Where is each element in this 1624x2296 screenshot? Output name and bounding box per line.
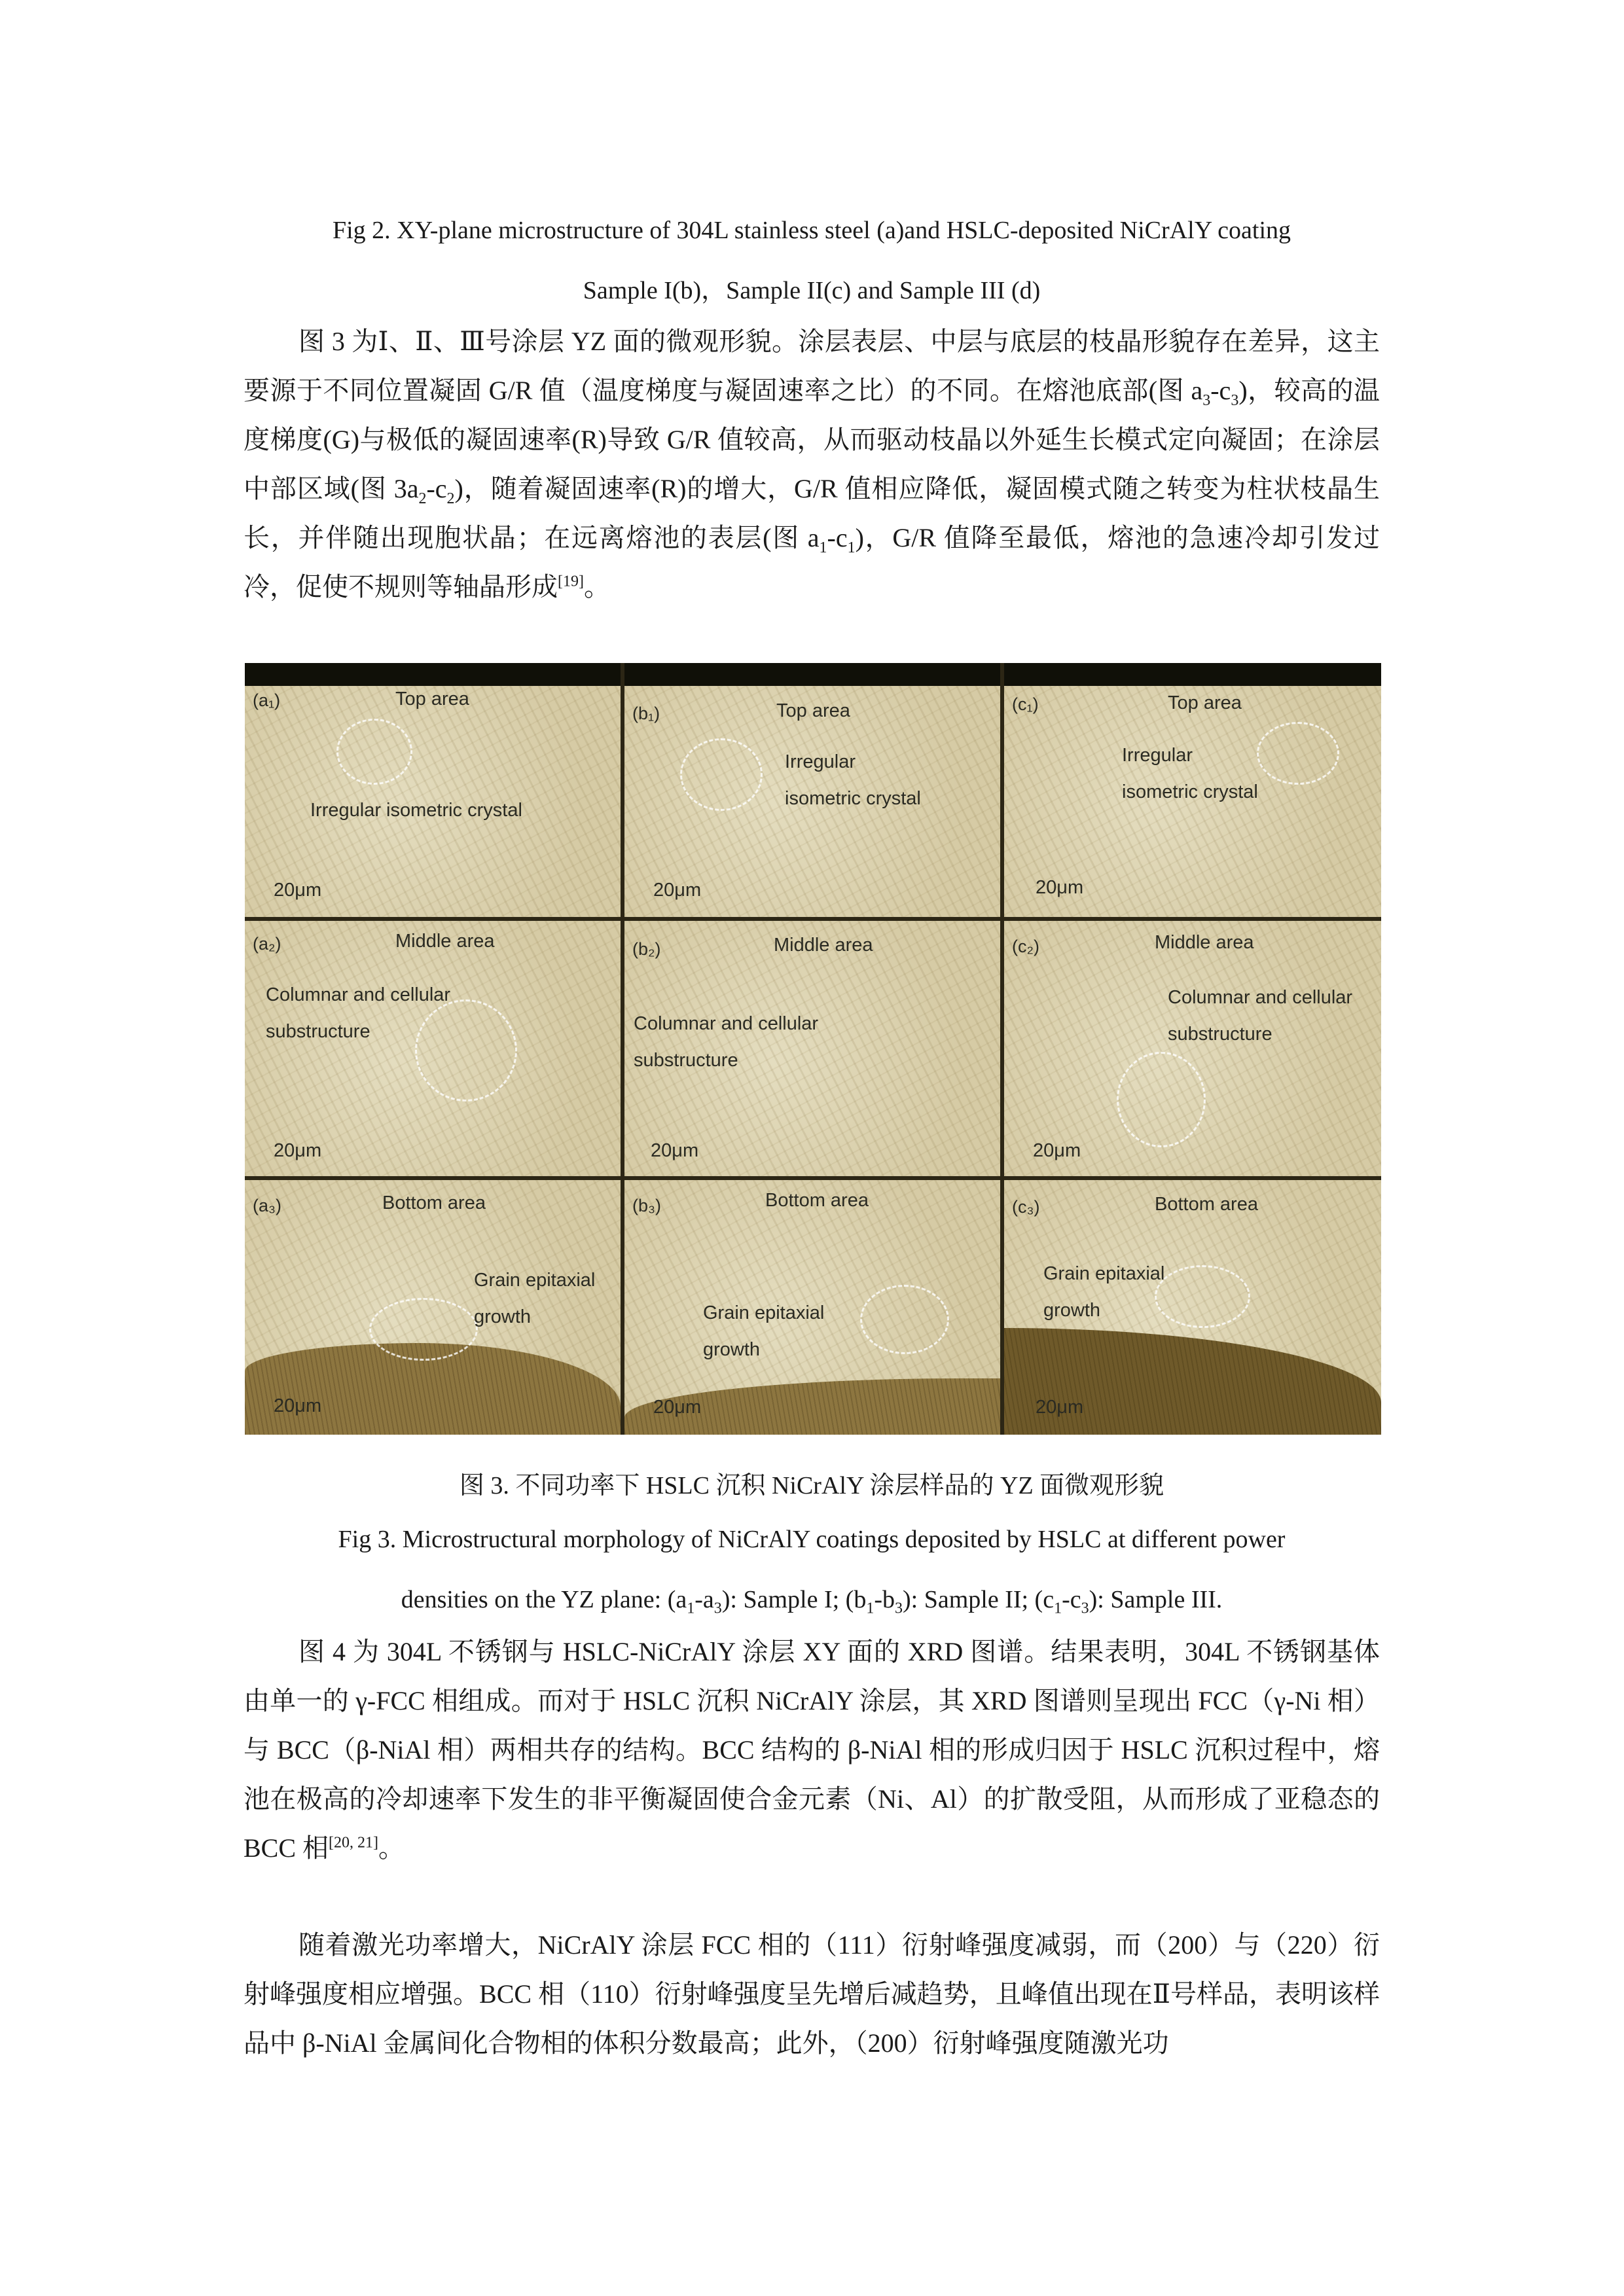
annotation-text: Grain epitaxial	[703, 1302, 825, 1323]
micrograph-c2	[1004, 921, 1381, 1176]
region-label: Bottom area	[1155, 1194, 1258, 1215]
highlight-ellipse	[1257, 722, 1339, 785]
scale-bar-label: 20μm	[653, 1397, 702, 1418]
region-label: Top area	[1168, 692, 1242, 713]
figure-3-micrograph-grid	[245, 663, 1381, 1435]
fig3-caption-en-line1: Fig 3. Microstructural morphology of NiCrAlY coatings deposited by HSLC at different power	[338, 1526, 1286, 1553]
panel-c2	[1004, 921, 1381, 1176]
scale-bar-label: 20μm	[653, 880, 702, 901]
highlight-ellipse	[860, 1285, 949, 1354]
annotation-text: growth	[703, 1339, 761, 1360]
paragraph-1: 图 3 为Ⅰ、Ⅱ、Ⅲ号涂层 YZ 面的微观形貌。涂层表层、中层与底层的枝晶形貌存在差异，这主要源于不同位置凝固 G/R 值（温度梯度与凝固速率之比）的不同。在熔池底部(图 $a_3-c_3$)，较高的温度梯度(G)与极低的凝固速率(R)导致 G/R 值较高，从而驱动枝晶以外延生长模式定向凝固；在涂层中部区域(图 $3a_2-c_2$)，随着凝固速率(R)的增大，G/R 值相应降低，凝固模式随之转变为柱状枝晶生长，并伴随出现胞状晶；在远离熔池的表层(图 $a_1-c_1$)，G/R 值降至最低，熔池的急速冷却引发过冷，促使不规则等轴晶形成[19]。	[244, 327, 1380, 601]
region-label: Middle area	[774, 935, 873, 956]
scale-bar-label: 20μm	[1033, 1140, 1081, 1161]
annotation-text: Irregular	[785, 751, 856, 772]
annotation-text: Irregular	[1122, 745, 1193, 766]
citation-19: [19]	[558, 573, 584, 590]
annotation-text: Grain epitaxial	[1043, 1263, 1165, 1284]
highlight-ellipse	[680, 738, 763, 811]
region-label: Bottom area	[382, 1193, 486, 1213]
panel-label: (b₁)	[632, 704, 660, 723]
paragraph-3: 随着激光功率增大，NiCrAlY 涂层 FCC 相的（111）衍射峰强度减弱，而（200）与（220）衍射峰强度相应增强。BCC 相（110）衍射峰强度呈先增后减趋势，且峰值出现在Ⅱ号样品，表明该样品中 β-NiAl 金属间化合物相的体积分数最高；此外，（200）衍射峰强度随激光功	[244, 1930, 1380, 2058]
annotation-text: Irregular isometric crystal	[310, 800, 522, 821]
annotation-text: isometric crystal	[1122, 781, 1258, 802]
panel-c1	[1004, 663, 1381, 917]
micrograph-b2	[624, 921, 1000, 1176]
annotation-text: Columnar and cellular	[634, 1013, 819, 1034]
annotation-text: growth	[1043, 1300, 1101, 1321]
paragraph-2: 图 4 为 304L 不锈钢与 HSLC-NiCrAlY 涂层 XY 面的 XRD 图谱。结果表明，304L 不锈钢基体由单一的 γ-FCC 相组成。而对于 HSLC 沉积 NiCrAlY 涂层，其 XRD 图谱则呈现出 FCC（γ-Ni 相）与 BCC（β-NiAl 相）两相共存的结构。BCC 结构的 β-NiAl 相的形成归因于 HSLC 沉积过程中，熔池在极高的冷却速率下发生的非平衡凝固使合金元素（Ni、Al）的扩散受阻，从而形成了亚稳态的 BCC 相[20, 21]。	[244, 1637, 1380, 1863]
citation-20-21: [20, 21]	[329, 1834, 379, 1852]
highlight-ellipse	[415, 999, 517, 1102]
panel-label: (a₃)	[253, 1196, 281, 1215]
region-label: Bottom area	[765, 1190, 869, 1211]
scale-bar-label: 20μm	[1036, 1397, 1084, 1418]
highlight-ellipse	[369, 1298, 478, 1361]
panel-label: (b₃)	[632, 1196, 661, 1215]
highlight-ellipse	[1155, 1265, 1250, 1328]
annotation-text: substructure	[634, 1050, 738, 1071]
highlight-ellipse	[336, 719, 412, 785]
scale-bar-label: 20μm	[274, 880, 322, 901]
panel-label: (a₂)	[253, 934, 281, 954]
region-label: Middle area	[1155, 932, 1254, 953]
panel-label: (c₂)	[1012, 937, 1039, 956]
panel-b2	[624, 921, 1000, 1176]
fig3-caption-cn: 图 3. 不同功率下 HSLC 沉积 NiCrAlY 涂层样品的 YZ 面微观形貌	[459, 1472, 1164, 1499]
region-label: Top area	[395, 689, 469, 709]
scale-bar-label: 20μm	[274, 1395, 322, 1416]
panel-a2	[245, 921, 621, 1176]
panel-a3	[245, 1180, 621, 1435]
annotation-text: Columnar and cellular	[1168, 987, 1353, 1008]
highlight-ellipse	[1117, 1052, 1206, 1147]
annotation-text: substructure	[1168, 1024, 1272, 1045]
region-label: Middle area	[395, 931, 495, 952]
panel-label: (c₁)	[1012, 694, 1039, 714]
panel-label: (c₃)	[1012, 1197, 1040, 1217]
annotation-text: substructure	[266, 1021, 370, 1042]
panel-b3	[624, 1180, 1000, 1435]
annotation-text: isometric crystal	[785, 788, 921, 809]
region-label: Top area	[776, 700, 850, 721]
annotation-text: Grain epitaxial	[474, 1270, 596, 1291]
scale-bar-label: 20μm	[1036, 877, 1084, 898]
fig2-caption-line2: Sample I(b)，Sample II(c) and Sample III (d)	[583, 277, 1041, 304]
panel-a1	[245, 663, 621, 917]
scale-bar-label: 20μm	[651, 1140, 699, 1161]
annotation-text: growth	[474, 1306, 532, 1327]
panel-label: (b₂)	[632, 939, 661, 959]
panel-label: (a₁)	[253, 691, 281, 710]
annotation-text: Columnar and cellular	[266, 984, 451, 1005]
fig2-caption-line1: Fig 2. XY-plane microstructure of 304L stainless steel (a)and HSLC-deposited NiCrAlY coating	[332, 217, 1291, 244]
panel-b1	[624, 663, 1000, 917]
fig3-caption-en-line2: densities on the YZ plane: $(a_1-a_3)$: Sample I; $(b_1-b_3)$: Sample II; $(c_1-c_3)$: Sample III.	[401, 1586, 1223, 1617]
panel-c3	[1004, 1180, 1381, 1435]
scale-bar-label: 20μm	[274, 1140, 322, 1161]
